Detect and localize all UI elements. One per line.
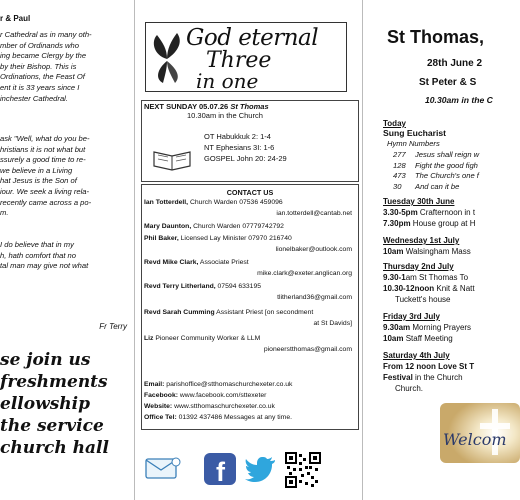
contact-name: Phil Baker,	[144, 235, 179, 242]
contact-email-line[interactable]: pioneerstthomas@gmail.com	[263, 346, 352, 353]
banner-line-2: Three	[206, 48, 272, 73]
welcome-text: Welcom	[443, 430, 507, 449]
contact-phone: 07536 459096	[239, 199, 283, 206]
schedule-line	[383, 373, 463, 382]
contact-entry	[144, 235, 292, 242]
contact-email-line[interactable]: lionelbaker@outlook.com	[275, 246, 352, 253]
hymn-number: 277	[393, 150, 406, 159]
hymn-number: 473	[393, 171, 406, 180]
invite-line: church hall	[0, 438, 109, 458]
signature: Fr Terry	[99, 322, 127, 331]
column-divider	[362, 0, 363, 500]
facebook-link[interactable]: www.facebook.com/sttexeter	[179, 392, 267, 399]
invite-line: the service	[0, 416, 104, 436]
contact-email-line[interactable]: mike.clark@exeter.anglican.org	[257, 270, 352, 277]
bible-icon	[152, 146, 192, 170]
schedule-line	[383, 323, 471, 332]
paragraph-line: h, hath comfort that no	[0, 250, 76, 260]
paragraph-line: I do believe that in my	[0, 240, 74, 249]
contact-email-line[interactable]: ian.totterdell@cantab.net	[276, 210, 352, 217]
contact-phone: 07594 633195	[217, 283, 262, 290]
reading-nt: NT Ephesians 3I: 1-6	[204, 143, 275, 152]
contact-phone: 07779742792	[242, 223, 284, 230]
contact-entry	[144, 199, 283, 206]
left-heading: r & Paul	[0, 14, 31, 23]
paragraph-line: inchester Cathedral.	[0, 93, 68, 103]
column-divider	[134, 0, 135, 500]
contact-name: Revd Mike Clark,	[144, 259, 199, 266]
next-sunday-heading: NEXT SUNDAY 05.07.26	[144, 102, 229, 111]
contact-role: Assistant Priest [on secondment	[216, 309, 314, 316]
schedule-line	[383, 362, 474, 371]
sung-eucharist: Sung Eucharist	[383, 128, 447, 138]
contact-name: Liz	[144, 335, 154, 342]
paragraph-line: mber of Ordinands who	[0, 40, 79, 50]
middle-panel	[137, 0, 360, 500]
paragraph-line: tal man may give not what	[0, 261, 89, 271]
contact-role: Associate Priest	[199, 259, 249, 266]
schedule-time: 9.30am	[383, 323, 411, 332]
schedule-time: 10am	[383, 334, 404, 343]
trinity-banner	[145, 22, 347, 92]
contact-name: Revd Terry Litherland,	[144, 283, 216, 290]
svg-text:f: f	[216, 457, 225, 487]
twitter-icon[interactable]	[245, 456, 277, 482]
banner-line-3: in one	[196, 69, 259, 93]
today-heading: Today	[383, 119, 406, 128]
next-sunday-saint: St Thomas	[230, 102, 269, 111]
paragraph-line: ask "Well, what do you be-	[0, 134, 90, 143]
schedule-text: am St Thomas To	[405, 273, 469, 282]
contact-role: Church Warden	[189, 199, 238, 206]
hymn-number: 30	[393, 181, 402, 191]
paragraph-line: hat Jesus is the Son of	[0, 176, 77, 186]
paragraph-line: ssurely a good time to re-	[0, 155, 86, 165]
feast-day: St Peter & S	[419, 77, 477, 88]
left-panel	[0, 0, 133, 500]
contact-entry	[144, 259, 249, 266]
schedule-text: Knit & Natt	[434, 284, 475, 293]
hymn-title: Fight the good figh	[415, 160, 478, 170]
facebook-icon[interactable]	[203, 452, 237, 486]
hymn-numbers-label: Hymn Numbers	[387, 139, 440, 148]
contact-phone: 07970 216740	[248, 235, 292, 242]
contact-email-line[interactable]: tlitherland36@gmail.com	[277, 294, 352, 301]
email-icon[interactable]	[145, 456, 181, 480]
website-link[interactable]: www.stthomaschurchexeter.co.uk	[174, 403, 275, 410]
schedule-line	[383, 284, 475, 293]
day-heading: Saturday 4th July	[383, 351, 450, 360]
qr-code-icon[interactable]	[285, 452, 321, 488]
contact-email-line[interactable]: at St Davids]	[313, 320, 352, 327]
contact-name: Ian Totterdell,	[144, 199, 189, 206]
schedule-line	[383, 219, 476, 228]
schedule-text: Tuckett's house	[395, 295, 451, 304]
leaf-emblem-icon	[149, 29, 185, 85]
paragraph-line: r Cathedral as in many oth-	[0, 30, 92, 39]
hymn-title: The Church's one f	[415, 171, 479, 180]
invite-line: ellowship	[0, 394, 90, 414]
schedule-text: Crafternoon in t	[417, 208, 476, 217]
next-sunday-time: 10.30am in the Church	[187, 111, 263, 120]
paragraph-line: we believe in a Living	[0, 165, 73, 175]
schedule-time: 3.30-5pm	[383, 208, 418, 217]
hymn-title: And can it be	[415, 181, 460, 191]
paragraph-line: Ordinations, the Feast Of	[0, 72, 85, 82]
contact-role: Licensed Lay Minister	[180, 235, 247, 242]
contact-entry	[144, 335, 260, 342]
contact-entry	[144, 283, 261, 290]
contact-icons-row	[137, 450, 360, 490]
contact-name: Mary Daunton,	[144, 223, 192, 230]
contact-office: Office Tel: 01392 437486 Messages at any time.	[144, 414, 292, 421]
church-title: St Thomas,	[387, 27, 485, 47]
contact-box	[141, 184, 359, 430]
paragraph-line: iour. We seek a living rela-	[0, 187, 90, 196]
next-sunday-box	[141, 100, 359, 182]
paragraph-line: recently came across a po-	[0, 197, 92, 207]
schedule-line	[383, 273, 468, 282]
invite-line: freshments	[0, 372, 108, 392]
paragraph-line: ing became Clergy by the	[0, 51, 87, 61]
schedule-line	[383, 208, 475, 217]
paragraph-line: m.	[0, 208, 9, 218]
schedule-text: Walsingham Mass	[403, 247, 471, 256]
contact-website: Website: www.stthomaschurchexeter.co.uk	[144, 403, 275, 410]
service-date: 28th June 2	[427, 58, 483, 69]
reading-ot: OT Habukkuk 2: 1-4	[204, 132, 271, 141]
schedule-line	[383, 247, 471, 256]
invite-line: se join us	[0, 350, 91, 370]
contact-entry	[144, 309, 313, 316]
schedule-text: Staff Meeting	[403, 334, 453, 343]
schedule-time: 7.30pm	[383, 219, 411, 228]
paragraph-line: ent it is 33 years since I	[0, 83, 80, 92]
paragraph-line: hristians it is not what but	[0, 144, 86, 154]
schedule-line	[383, 334, 453, 343]
hymn-number: 128	[393, 160, 406, 170]
paragraph-line: by their Bishop. This is	[0, 61, 77, 71]
schedule-time: 9.30-1	[383, 273, 406, 282]
schedule-line	[395, 295, 450, 304]
schedule-text: in the Church	[412, 373, 463, 382]
contact-name: Revd Sarah Cumming	[144, 309, 215, 316]
right-panel	[365, 0, 507, 500]
schedule-text: House group at H	[410, 219, 476, 228]
day-heading: Friday 3rd July	[383, 312, 440, 321]
schedule-text: Morning Prayers	[410, 323, 472, 332]
schedule-text: Church.	[395, 384, 424, 393]
contact-role: Pioneer Community Worker & LLM	[155, 335, 261, 342]
banner-line-1: God eternal	[186, 25, 319, 51]
contact-email: Email: parishoffice@stthomaschurchexeter.co.uk	[144, 381, 293, 388]
schedule-line	[395, 384, 423, 393]
schedule-time: 10.30-12noon	[383, 284, 435, 293]
hymn-title: Jesus shall reign w	[415, 150, 480, 159]
day-heading: Tuesday 30th June	[383, 197, 455, 206]
contact-entry	[144, 223, 284, 230]
service-time: 10.30am in the C	[425, 95, 493, 105]
reading-gospel: GOSPEL John 20: 24-29	[204, 154, 287, 163]
contact-role: Church Warden	[193, 223, 241, 230]
schedule-time: From 12 noon Love St T	[383, 362, 475, 371]
email-link[interactable]: parishoffice@stthomaschurchexeter.co.uk	[166, 381, 293, 388]
schedule-time: 10am	[383, 247, 404, 256]
schedule-time: Festival	[383, 373, 413, 382]
day-heading: Thursday 2nd July	[383, 262, 454, 271]
contact-title: CONTACT US	[226, 188, 274, 197]
day-heading: Wednesday 1st July	[383, 236, 460, 245]
contact-facebook: Facebook: www.facebook.com/sttexeter	[144, 392, 267, 399]
